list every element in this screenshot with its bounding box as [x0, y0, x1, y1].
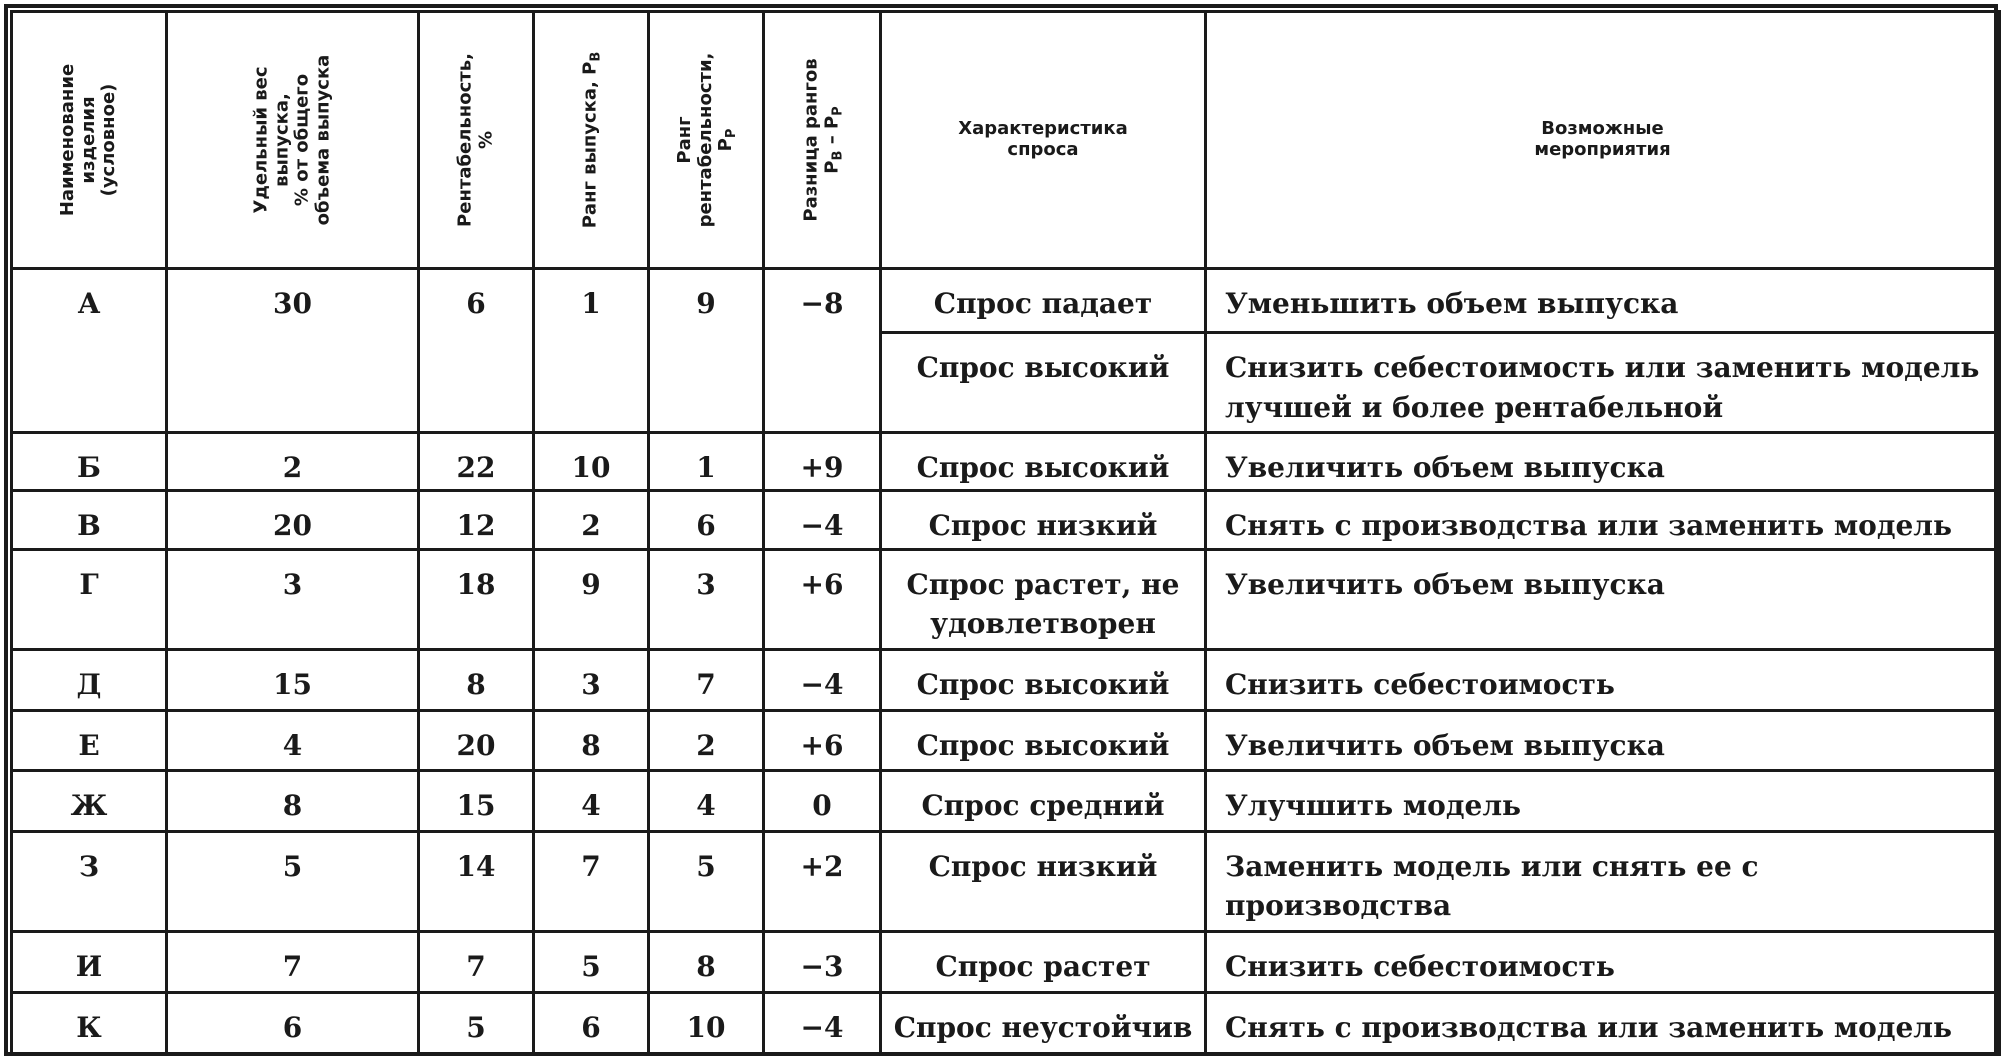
cell-profit: 22	[419, 433, 534, 491]
product-analysis-table	[10, 10, 2001, 1056]
table-row	[12, 549, 2000, 650]
table-row	[12, 771, 2000, 831]
cell-rank-profit: 10	[649, 992, 764, 1055]
cell-rank-diff: −3	[764, 932, 881, 992]
header-output-share: Удельный вес выпуска, % от общего объема выпуска	[167, 12, 419, 269]
cell-rank-profit: 3	[649, 549, 764, 650]
cell-rank-diff: −4	[764, 491, 881, 549]
cell-rank-profit: 4	[649, 771, 764, 831]
cell-profit: 18	[419, 549, 534, 650]
cell-profit: 6	[419, 269, 534, 433]
cell-rank-output: 2	[534, 491, 649, 549]
cell-action: Снизить себестоимость	[1206, 932, 2000, 992]
cell-weight: 2	[167, 433, 419, 491]
table-row	[12, 433, 2000, 491]
cell-action: Уменьшить объем выпуска	[1206, 269, 2000, 333]
cell-rank-profit: 7	[649, 650, 764, 710]
cell-rank-output: 7	[534, 831, 649, 932]
cell-demand: Спрос низкий	[881, 491, 1206, 549]
cell-demand: Спрос низкий	[881, 831, 1206, 932]
table-row	[12, 710, 2000, 770]
cell-action: Снять с производства или заменить модель	[1206, 491, 2000, 549]
cell-name: К	[12, 992, 167, 1055]
cell-demand: Спрос падает	[881, 269, 1206, 333]
cell-demand: Спрос растет	[881, 932, 1206, 992]
cell-rank-output: 9	[534, 549, 649, 650]
cell-action: Заменить модель или снять ее с производства	[1206, 831, 2000, 932]
cell-rank-profit: 1	[649, 433, 764, 491]
cell-name: З	[12, 831, 167, 932]
cell-weight: 4	[167, 710, 419, 770]
header-row	[12, 12, 2000, 269]
cell-rank-output: 8	[534, 710, 649, 770]
cell-profit: 20	[419, 710, 534, 770]
cell-demand: Спрос неустойчив	[881, 992, 1206, 1055]
table-row	[12, 491, 2000, 549]
cell-name: В	[12, 491, 167, 549]
cell-demand: Спрос средний	[881, 771, 1206, 831]
cell-demand: Спрос высокий	[881, 333, 1206, 433]
cell-profit: 7	[419, 932, 534, 992]
header-profitability: Рентабельность, %	[419, 12, 534, 269]
cell-name: Ж	[12, 771, 167, 831]
table-row	[12, 831, 2000, 932]
cell-rank-diff: 0	[764, 771, 881, 831]
cell-weight: 15	[167, 650, 419, 710]
cell-rank-profit: 8	[649, 932, 764, 992]
cell-rank-diff: −4	[764, 650, 881, 710]
cell-rank-profit: 2	[649, 710, 764, 770]
cell-name: Г	[12, 549, 167, 650]
cell-action: Увеличить объем выпуска	[1206, 433, 2000, 491]
cell-weight: 20	[167, 491, 419, 549]
cell-weight: 5	[167, 831, 419, 932]
cell-action: Снизить себестоимость	[1206, 650, 2000, 710]
cell-rank-diff: +6	[764, 549, 881, 650]
header-profitability-rank: Ранг рентабельности, $Р_Р$	[649, 12, 764, 269]
table-row	[12, 650, 2000, 710]
cell-rank-diff: +6	[764, 710, 881, 770]
cell-rank-diff: +9	[764, 433, 881, 491]
table-row	[12, 932, 2000, 992]
cell-rank-diff: −8	[764, 269, 881, 433]
cell-action: Увеличить объем выпуска	[1206, 549, 2000, 650]
cell-rank-profit: 9	[649, 269, 764, 433]
table-row	[12, 269, 2000, 333]
cell-profit: 15	[419, 771, 534, 831]
cell-rank-diff: +2	[764, 831, 881, 932]
cell-weight: 7	[167, 932, 419, 992]
cell-weight: 30	[167, 269, 419, 433]
cell-demand: Спрос растет, не удовлетворен	[881, 549, 1206, 650]
cell-weight: 8	[167, 771, 419, 831]
cell-demand: Спрос высокий	[881, 710, 1206, 770]
cell-action: Снизить себестоимость или заменить модель лучшей и более рентабельной	[1206, 333, 2000, 433]
cell-profit: 14	[419, 831, 534, 932]
cell-action: Увеличить объем выпуска	[1206, 710, 2000, 770]
cell-weight: 3	[167, 549, 419, 650]
cell-rank-output: 6	[534, 992, 649, 1055]
cell-rank-output: 5	[534, 932, 649, 992]
cell-rank-output: 4	[534, 771, 649, 831]
cell-name: Е	[12, 710, 167, 770]
header-output-rank: Ранг выпуска, $Р_В$	[534, 12, 649, 269]
cell-action: Улучшить модель	[1206, 771, 2000, 831]
cell-rank-profit: 6	[649, 491, 764, 549]
header-actions: Возможные мероприятия	[1206, 12, 2000, 269]
cell-name: Б	[12, 433, 167, 491]
cell-profit: 5	[419, 992, 534, 1055]
cell-name: Д	[12, 650, 167, 710]
header-rank-difference: Разница рангов $Р_В - Р_Р$	[764, 12, 881, 269]
cell-profit: 12	[419, 491, 534, 549]
cell-demand: Спрос высокий	[881, 433, 1206, 491]
cell-name: И	[12, 932, 167, 992]
cell-weight: 6	[167, 992, 419, 1055]
cell-rank-output: 1	[534, 269, 649, 433]
cell-name: А	[12, 269, 167, 433]
cell-rank-output: 3	[534, 650, 649, 710]
header-demand: Характеристика спроса	[881, 12, 1206, 269]
header-product-name: Наименование изделия (условное)	[12, 12, 167, 269]
cell-rank-output: 10	[534, 433, 649, 491]
table-row	[12, 992, 2000, 1055]
cell-action: Снять с производства или заменить модель	[1206, 992, 2000, 1055]
cell-rank-profit: 5	[649, 831, 764, 932]
cell-demand: Спрос высокий	[881, 650, 1206, 710]
cell-rank-diff: −4	[764, 992, 881, 1055]
cell-profit: 8	[419, 650, 534, 710]
